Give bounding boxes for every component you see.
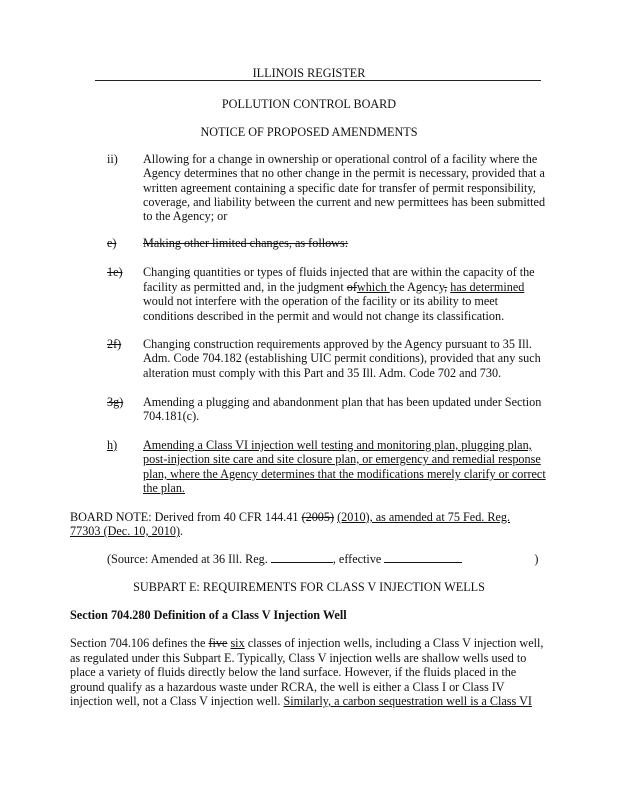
text-segment: alteration must comply with this Part and 35 Ill. Adm. Code 702 and 730.: [143, 366, 502, 380]
text-segment: has determined: [450, 280, 525, 294]
header-rule: [95, 80, 541, 81]
text-segment: Allowing for a change in ownership or operational control of a facility where the: [143, 152, 538, 166]
reg-blank: [271, 552, 333, 563]
text-segment: Agency determines that no other change in the permit is necessary, provided that a: [143, 166, 545, 180]
text-line: [143, 181, 536, 195]
text-line: [143, 152, 537, 166]
item-label: h): [107, 438, 118, 452]
text-line: [143, 280, 524, 294]
text-line: [143, 351, 541, 365]
text-line: [143, 309, 504, 323]
text-segment: Similarly, a carbon sequestration well is a Class VI: [283, 694, 532, 708]
paragraph-line: [70, 680, 505, 694]
register-header: ILLINOIS REGISTER: [252, 66, 366, 80]
item-label: 2f): [107, 337, 122, 351]
text-segment: BOARD NOTE: Derived from 40 CFR 144.41: [70, 510, 302, 524]
text-segment: of: [346, 280, 357, 294]
text-line: [143, 438, 532, 452]
paragraph-line: [70, 636, 543, 650]
text-line: [143, 236, 348, 250]
text-line: [70, 524, 183, 538]
paragraph-line: [70, 651, 526, 665]
text-line: [143, 395, 541, 409]
text-line: [143, 209, 227, 223]
notice-title: NOTICE OF PROPOSED AMENDMENTS: [200, 125, 418, 139]
text-segment: facility as permitted and, in the judgment: [143, 280, 347, 294]
text-segment: .: [180, 524, 184, 538]
text-segment: place a variety of fluids directly below the land surface. However, if the fluids placed in the: [70, 665, 517, 679]
text-line: [143, 467, 546, 481]
text-segment: Making other limited changes, as follows:: [143, 236, 349, 250]
text-segment: Changing quantities or types of fluids injected that are within the capacity of the: [143, 265, 535, 279]
text-segment: the Agency: [389, 280, 445, 294]
text-line: [143, 337, 532, 351]
item-label: 3g): [107, 395, 124, 409]
source-effective: , effective: [332, 552, 385, 566]
text-segment: ,: [444, 280, 448, 294]
text-line: [143, 366, 501, 380]
text-line: [70, 510, 510, 524]
text-segment: to the Agency; or: [143, 209, 228, 223]
text-line: [143, 409, 199, 423]
source-prefix: (Source: Amended at 36 Ill. Reg.: [107, 552, 271, 566]
text-segment: ground qualify as a hazardous waste under RCRA, the well is either a Class I or Class IV: [70, 679, 505, 694]
text-segment: Amending a Class VI injection well testing and monitoring plan, plugging plan,: [143, 438, 532, 452]
text-segment: Amending a plugging and abandonment plan that has been updated under Section: [143, 395, 542, 409]
text-segment: as regulated under this Subpart E. Typically, Class V injection wells are shallow wells used to: [70, 650, 527, 665]
paragraph-line: [70, 665, 516, 679]
text-segment: plan, where the Agency determines that the modifications merely clarify or correct: [143, 467, 546, 481]
text-segment: Changing construction requirements approved by the Agency pursuant to 35 Ill.: [143, 337, 532, 351]
text-segment: five: [208, 636, 228, 650]
subpart-heading: SUBPART E: REQUIREMENTS FOR CLASS V INJECTION WELLS: [133, 580, 485, 594]
text-line: [143, 265, 535, 279]
text-line: [143, 481, 185, 495]
text-segment: (2010), as amended at 75 Fed. Reg.: [337, 510, 511, 524]
source-note: [107, 552, 538, 566]
text-segment: classes of injection wells, including a Class V injection well,: [244, 636, 544, 650]
item-label: e): [107, 236, 117, 250]
text-segment: written agreement containing a specific date for transfer of permit responsibility,: [143, 181, 536, 195]
text-segment: Section 704.106 defines the: [70, 636, 209, 650]
text-segment: the plan.: [143, 481, 185, 495]
section-heading: Section 704.280 Definition of a Class V Injection Well: [70, 608, 347, 622]
text-segment: which: [356, 280, 390, 294]
item-label: 1e): [107, 265, 123, 279]
text-segment: post-injection site care and site closure plan, or emergency and remedial response: [143, 452, 541, 466]
text-segment: would not interfere with the operation of the facility or its ability to meet: [143, 294, 499, 308]
text-segment: Adm. Code 704.182 (establishing UIC permit conditions), provided that any such: [143, 351, 541, 365]
text-segment: six: [230, 636, 245, 650]
date-blank: [384, 552, 462, 563]
item-label: ii): [107, 152, 118, 166]
board-name: POLLUTION CONTROL BOARD: [221, 97, 397, 111]
text-segment: 704.181(c).: [143, 409, 200, 423]
text-segment: (2005): [301, 510, 335, 524]
paragraph-line: [70, 694, 532, 708]
text-line: [143, 294, 498, 308]
text-line: [143, 452, 541, 466]
text-segment: 77303 (Dec. 10, 2010): [70, 524, 181, 538]
text-line: [143, 195, 545, 209]
text-segment: conditions described in the permit and would not change its classification.: [143, 309, 505, 323]
text-segment: coverage, and liability between the current and new permittees has been submitted: [143, 195, 546, 209]
text-line: [143, 166, 545, 180]
text-segment: injection well, not a Class V injection well.: [70, 694, 284, 708]
source-close: ): [534, 552, 539, 566]
